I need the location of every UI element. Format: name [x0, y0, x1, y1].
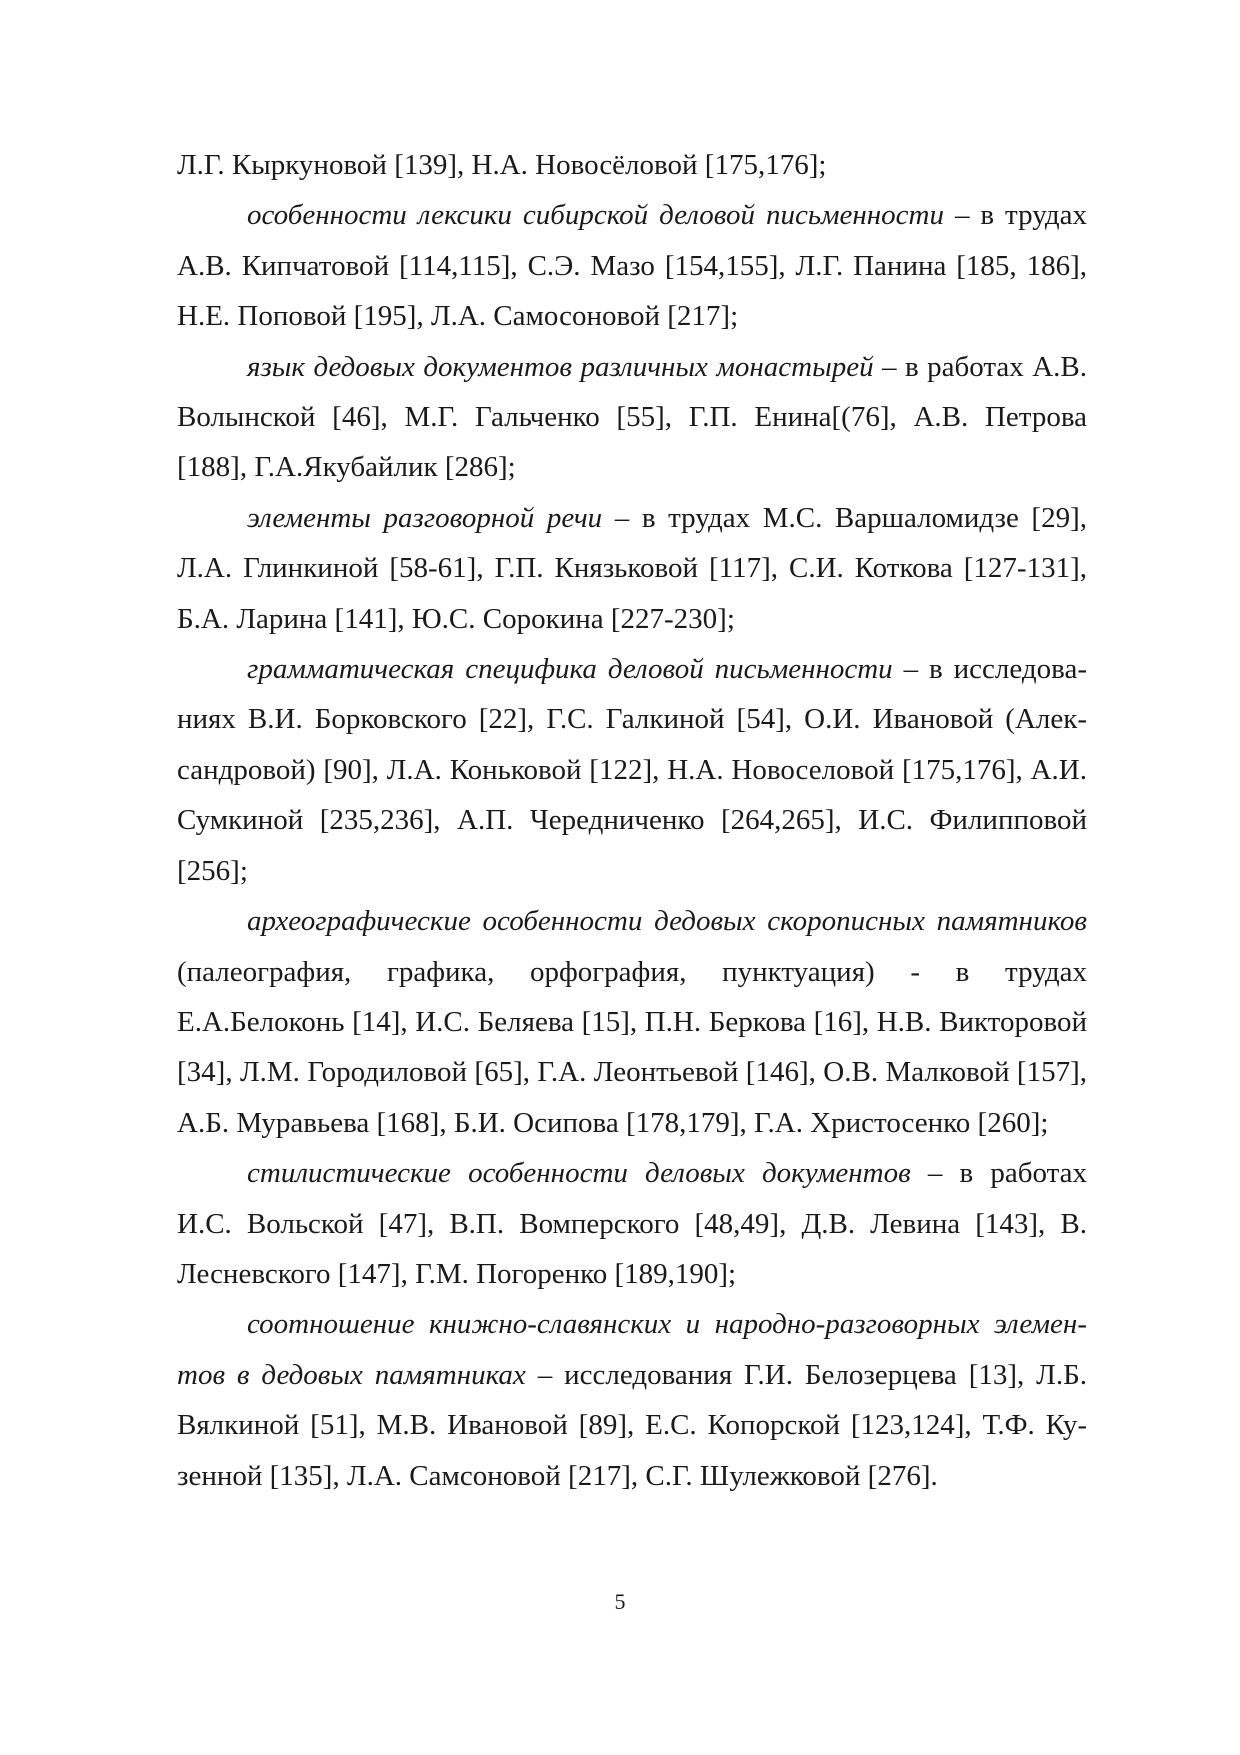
paragraph-topic: элементы разговорной речи [247, 501, 603, 534]
paragraph-topic: соотношение книжно-славянских и народно-разговорных элементов в дедовых памятниках [177, 1308, 1087, 1391]
paragraph-archaeography [177, 896, 1087, 1148]
paragraph-topic: стилистические особенности деловых документов [247, 1157, 911, 1190]
paragraph-book-vs-folk [177, 1299, 1087, 1501]
paragraph-text: – в исследованиях В.И. Борковского [22], Г.С. Галкиной [54], О.И. Ивановой (Александровой) [90], Л.А. Коньковой [122], Н.А. Новоселовой [175,176], А.И. Сумкиной [235,236], А.П. Чередниченко [264,265], И.С. Филипповой [256]; [177, 653, 1087, 887]
paragraph-monasteries [177, 342, 1087, 493]
paragraph-topic: язык дедовых документов различных монастырей [247, 350, 874, 383]
paragraph-grammar [177, 644, 1087, 896]
paragraph-text: – в трудах М.С. Варшаломидзе [29], Л.А. Глинкиной [58-61], Г.П. Князьковой [117], С.И. Коткова [127-131], Б.А. Ларина [141], Ю.С. Сорокина [227-230]; [177, 501, 1087, 635]
paragraph-continuation [177, 140, 1087, 190]
paragraph-topic: археографические особенности дедовых скорописных памятников [247, 905, 1087, 938]
paragraph-topic: особенности лексики сибирской деловой письменности [247, 199, 944, 232]
paragraph-colloquial [177, 493, 1087, 644]
paragraph-text: – исследования Г.И. Белозерцева [13], Л.Б. Вялкиной [51], М.В. Ивановой [89], Е.С. Копорской [123,124], Т.Ф. Кузенной [135], Л.А. Самсоновой [217], С.Г. Шулежковой [276]. [177, 1358, 1087, 1492]
paragraph-lexicon [177, 190, 1087, 341]
page-number: 5 [614, 1589, 626, 1614]
body-text [177, 140, 1087, 1501]
paragraph-text: – в работах А.В. Волынской [46], М.Г. Гальченко [55], Г.П. Енина[(76], А.В. Петрова [188], Г.А.Якубайлик [286]; [177, 350, 1087, 484]
paragraph-stylistics [177, 1148, 1087, 1299]
paragraph-topic: грамматическая специфика деловой письменности [247, 653, 893, 686]
paragraph-text: – в работах И.С. Вольской [47], В.П. Вомперского [48,49], Д.В. Левина [143], В. Лесневского [147], Г.М. Погоренко [189,190]; [177, 1157, 1087, 1290]
paragraph-text: – в трудах А.В. Кипчатовой [114,115], С.Э. Мазо [154,155], Л.Г. Панина [185, 186], Н.Е. Поповой [195], Л.А. Самосоновой [217]; [177, 199, 1087, 333]
paragraph-text: (палеография, графика, орфография, пунктуация) - в трудах Е.А.Белоконь [14], И.С. Беляева [15], П.Н. Беркова [16], Н.В. Викторовой [34], Л.М. Городиловой [65], Г.А. Леонтьевой [146], О.В. Малковой [157], А.Б. Муравьева [168], Б.И. Осипова [178,179], Г.А. Христосенко [260]; [177, 955, 1087, 1139]
paragraph-text: Л.Г. Кыркуновой [139], Н.А. Новосёловой [175,176]; [177, 149, 827, 181]
